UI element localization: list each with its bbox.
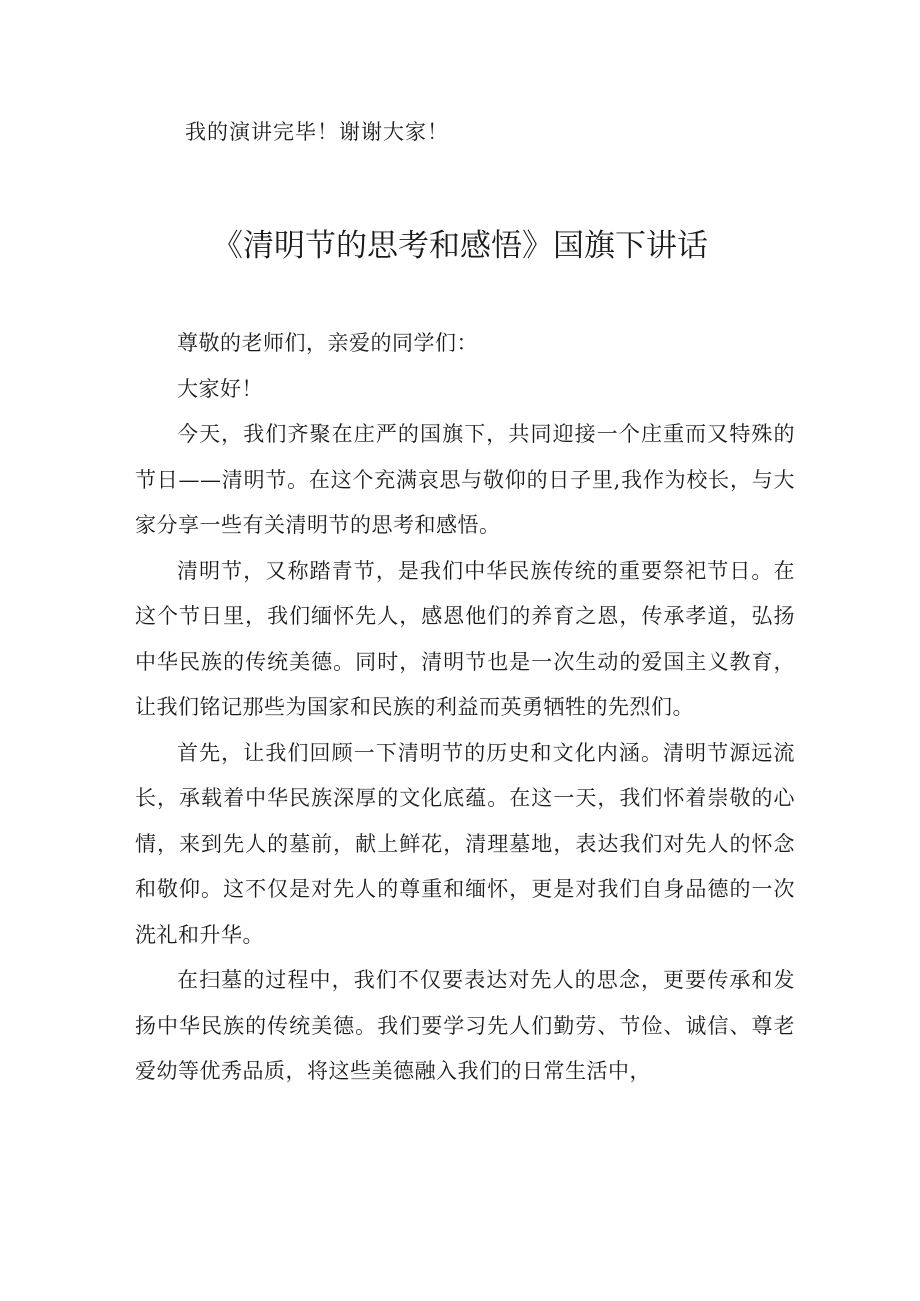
greeting: 大家好！ [177,376,263,401]
closing-line: 我的演讲完毕！谢谢大家！ [185,120,449,144]
page-title: 《清明节的思考和感悟》国旗下讲话 [212,228,708,264]
speech-body [135,321,795,1095]
paragraph: 清明节，又称踏青节，是我们中华民族传统的重要祭祀节日。在这个节日里，我们缅怀先人，感恩他们的养育之恩，传承孝道，弘扬中华民族的传统美德。同时，清明节也是一次生动的爱国主义教育，让我们铭记那些为国家和民族的利益而英勇牺牲的先烈们。 [135,558,795,719]
paragraph: 今天，我们齐聚在庄严的国旗下，共同迎接一个庄重而又特殊的节日——清明节。在这个充满哀思与敬仰的日子里,我作为校长，与大家分享一些有关清明节的思考和感悟。 [135,422,795,537]
paragraph: 在扫墓的过程中，我们不仅要表达对先人的思念，更要传承和发扬中华民族的传统美德。我们要学习先人们勤劳、节俭、诚信、尊老爱幼等优秀品质，将这些美德融入我们的日常生活中， [135,968,795,1083]
paragraph: 首先，让我们回顾一下清明节的历史和文化内涵。清明节源远流长，承载着中华民族深厚的文化底蕴。在这一天，我们怀着崇敬的心情，来到先人的墓前，献上鲜花，清理墓地，表达我们对先人的怀念和敬仰。这不仅是对先人的尊重和缅怀，更是对我们自身品德的一次洗礼和升华。 [135,740,795,947]
salutation: 尊敬的老师们，亲爱的同学们： [177,331,478,355]
